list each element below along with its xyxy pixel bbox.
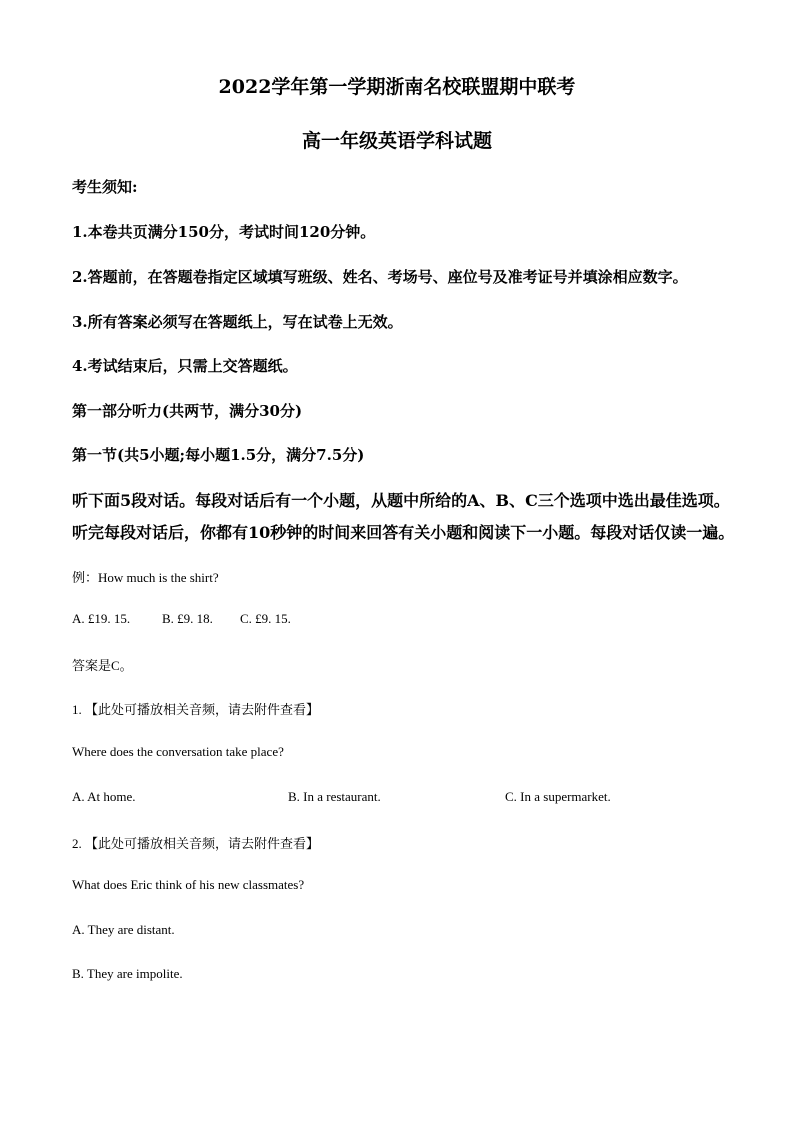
question-option-b: B. In a restaurant. <box>288 789 381 804</box>
notice-item: 3.所有答案必须写在答题纸上，写在试卷上无效。 <box>72 313 403 331</box>
notice-item: 1.本卷共页满分150分，考试时间120分钟。 <box>72 223 376 241</box>
exam-subtitle: 高一年级英语学科试题 <box>301 130 492 152</box>
part1-heading: 第一部分听力(共两节，满分30分) <box>72 402 303 420</box>
question-option-a: A. They are distant. <box>72 922 175 937</box>
notice-item: 4.考试结束后，只需上交答题纸。 <box>72 357 298 375</box>
question-label: 2. 【此处可播放相关音频，请去附件查看】 <box>72 836 320 851</box>
question-option-c: C. In a supermarket. <box>505 789 611 804</box>
notice-heading: 考生须知: <box>72 178 138 196</box>
notice-item: 2.答题前，在答题卷指定区域填写班级、姓名、考场号、座位号及准考证号并填涂相应数字。 <box>72 268 688 286</box>
section1-heading: 第一节(共5小题;每小题1.5分，满分7.5分) <box>72 446 365 464</box>
instructions-line: 听完每段对话后，你都有10秒钟的时间来回答有关小题和阅读下一小题。每段对话仅读一遍。 <box>72 523 735 542</box>
example-option-c: C. £9. 15. <box>240 611 291 626</box>
question-option-a: A. At home. <box>72 789 136 804</box>
example-question: 例：How much is the shirt? <box>72 570 219 585</box>
question-text: What does Eric think of his new classmates? <box>72 877 305 892</box>
exam-title: 2022学年第一学期浙南名校联盟期中联考 <box>218 76 576 98</box>
example-answer: 答案是C。 <box>72 658 133 673</box>
example-option-b: B. £9. 18. <box>162 611 213 626</box>
question-label: 1. 【此处可播放相关音频，请去附件查看】 <box>72 702 320 717</box>
question-text: Where does the conversation take place? <box>72 744 284 759</box>
example-option-a: A. £19. 15. <box>72 611 131 626</box>
instructions-line: 听下面5段对话。每段对话后有一个小题，从题中所给的A、B、C三个选项中选出最佳选项。 <box>72 491 730 510</box>
question-option-b: B. They are impolite. <box>72 966 183 981</box>
